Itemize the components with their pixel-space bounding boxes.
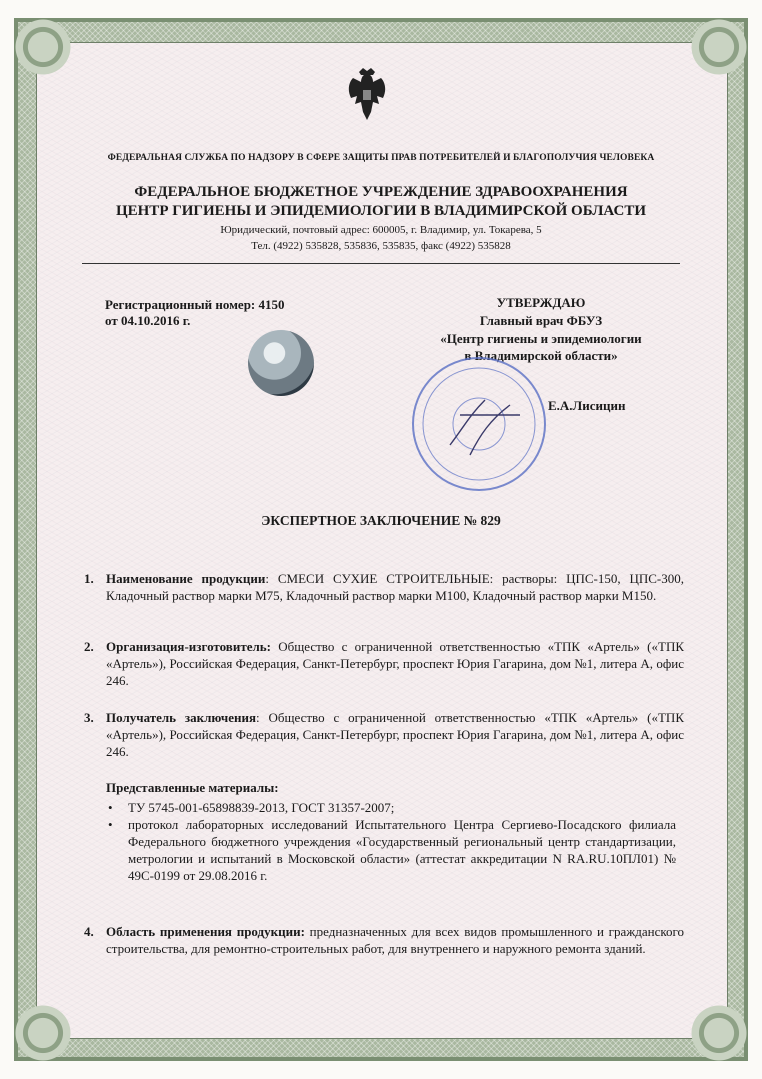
item-text: Общество с ограниченной ответственностью «ТПК «Артель» («ТПК «Артель»), Российская Федерация, Санкт-Петербург, проспект Юрия Гагарина, дом №1, литера А, офис 246.: [106, 710, 684, 759]
hologram-seal: [248, 330, 314, 396]
org-name-line1: ФЕДЕРАЛЬНОЕ БЮДЖЕТНОЕ УЧРЕЖДЕНИЕ ЗДРАВООХРАНЕНИЯ: [134, 184, 628, 200]
corner-ornament-top-right: [684, 12, 754, 82]
materials-bullet-2: • протокол лабораторных исследований Испытательного Центра Сергиево-Посадского филиала Федерального бюджетного учреждения «Государственный региональный центр стандартизации, метрологии и испытаний в Московской области» (аттестат аккредитации N RA.RU.10ПЛ01) № 49С-0199 от 29.08.2016 г.: [108, 817, 676, 883]
double-headed-eagle-emblem-icon: [343, 68, 391, 124]
item-application-area: [84, 923, 684, 957]
corner-ornament-top-left: [8, 12, 78, 82]
approval-org-line2: в Владимирской области»: [464, 348, 618, 363]
item-text: Общество с ограниченной ответственностью «ТПК «Артель» («ТПК «Артель»), Российская Федерация, Санкт-Петербург, проспект Юрия Гагарина, дом №1, литера А, офис 246.: [106, 639, 685, 688]
item-number: 2.: [84, 639, 94, 654]
item-number: 1.: [84, 571, 94, 586]
item-number: 3.: [84, 710, 94, 725]
corner-ornament-bottom-right: [684, 998, 754, 1068]
federal-service-name: ФЕДЕРАЛЬНАЯ СЛУЖБА ПО НАДЗОРУ В СФЕРЕ ЗАЩИТЫ ПРАВ ПОТРЕБИТЕЛЕЙ И БЛАГОПОЛУЧИЯ ЧЕЛОВЕКА: [107, 153, 655, 163]
item-text: СМЕСИ СУХИЕ СТРОИТЕЛЬНЫЕ: растворы: ЦПС-150, ЦПС-300, Кладочный раствор марки М75, Кладочный раствор марки М100, Кладочный раствор марки М150.: [106, 571, 684, 603]
item-product-name: 1. Наименование продукции: СМЕСИ СУХИЕ СТРОИТЕЛЬНЫЕ: растворы: ЦПС-150, ЦПС-300, Кладочный раствор марки М75, Кладочный раствор марки М100, Кладочный раствор марки М150.: [84, 571, 684, 603]
signer-name: Е.А.Лисицин: [548, 398, 626, 413]
item-label: Организация-изготовитель:: [106, 639, 271, 654]
registration-date: от 04.10.2016 г.: [105, 313, 191, 328]
org-address: Юридический, почтовый адрес: 600005, г. Владимир, ул. Токарева, 5: [220, 224, 542, 236]
item-number: 4.: [84, 924, 94, 939]
materials-bullet-1: • ТУ 5745-001-65898839-2013, ГОСТ 31357-2007;: [108, 800, 395, 815]
official-stamp: [410, 355, 548, 493]
approval-org-line1: «Центр гигиены и эпидемиологии: [440, 331, 642, 346]
materials-heading: Представленные материалы:: [106, 780, 279, 795]
item-label: Получатель заключения: [106, 710, 256, 725]
item-text: предназначенных для всех видов промышленного и гражданского строительства, для ремонтно-строительных работ, для внутреннего и наружного ремонта зданий.: [106, 924, 685, 956]
registration-number: Регистрационный номер: 4150: [105, 297, 285, 312]
bullet-icon: •: [108, 800, 113, 815]
header-divider: [82, 263, 680, 264]
org-name-line2: ЦЕНТР ГИГИЕНЫ И ЭПИДЕМИОЛОГИИ В ВЛАДИМИРСКОЙ ОБЛАСТИ: [115, 203, 647, 219]
approval-position: Главный врач ФБУЗ: [479, 313, 603, 328]
item-recipient: 3. Получатель заключения: Общество с ограниченной ответственностью «ТПК «Артель» («ТПК «Артель»), Российская Федерация, Санкт-Петербург, проспект Юрия Гагарина, дом №1, литера А, офис 246.: [84, 710, 684, 759]
approval-heading: УТВЕРЖДАЮ: [496, 295, 586, 310]
document-title: ЭКСПЕРТНОЕ ЗАКЛЮЧЕНИЕ № 829: [261, 513, 501, 528]
bullet-icon: •: [108, 817, 113, 832]
item-label: Область применения продукции:: [106, 924, 305, 939]
org-phones: Тел. (4922) 535828, 535836, 535835, факс (4922) 535828: [251, 240, 511, 252]
item-label: Наименование продукции: [106, 571, 266, 586]
corner-ornament-bottom-left: [8, 998, 78, 1068]
item-manufacturer: [84, 638, 684, 689]
